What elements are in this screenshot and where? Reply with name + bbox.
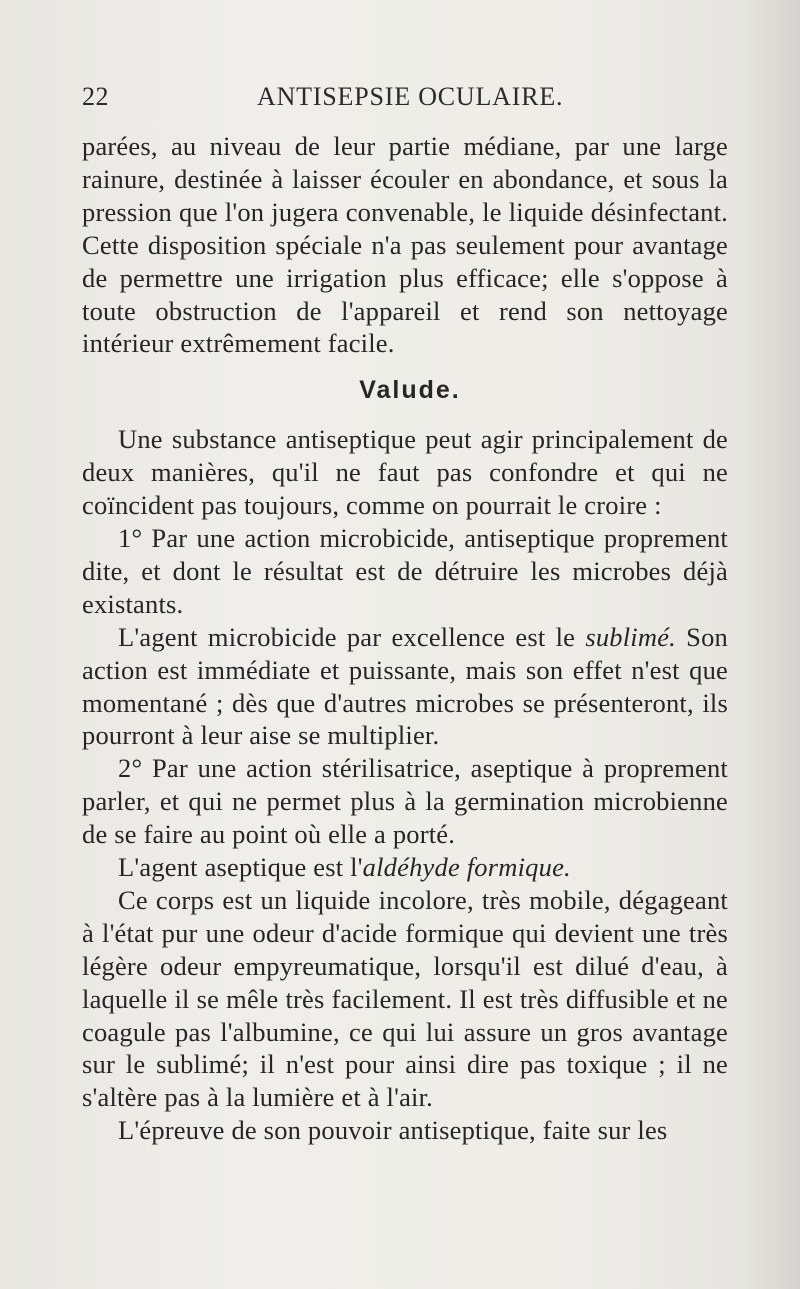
paragraph-aseptic-agent [82,851,728,884]
paragraph-properties: Ce corps est un liquide incolore, très mobile, dégageant à l'état pur une odeur d'acide formique qui devient une très légère odeur empyreumatique, lorsqu'il est dilué d'eau, à laquelle il se mêle très facilement. Il est très diffusible et ne coagule pas l'albumine, ce qui lui assure un gros avantage sur le sublimé; il n'est pour ainsi dire pas toxique ; il ne s'altère pas à la lumière et à l'air. [82,884,728,1113]
page-number: 22 [82,82,109,111]
running-title: ANTISEPSIE OCULAIRE. [257,82,564,111]
page-header [82,82,722,118]
italic-term-aldehyde: aldéhyde formique. [362,852,571,883]
text-segment: Son action est immédiate et puissante, mais son effet n'est que momentané ; dès que d'autres microbes se présenteront, ils pourront à leur aise se multiplier. [82,621,728,751]
page-edge-shadow [740,0,800,1289]
paragraph-final: L'épreuve de son pouvoir antiseptique, faite sur les [118,1115,668,1146]
paragraph-point-one: 1° Par une action microbicide, antiseptique proprement dite, et dont le résultat est de détruire les microbes déjà existants. [82,522,728,619]
paragraph-continuation: parées, au niveau de leur partie médiane, par une large rainure, destinée à laisser écouler en abondance, et sous la pression que l'on jugera convenable, le liquide désinfectant. Cette disposition spéciale n'a pas seulement pour avantage de permettre une irrigation plus efficace; elle s'oppose à toute obstruction de l'appareil et rend son nettoyage intérieur extrêmement facile. [82,131,728,359]
text-segment: L'agent microbicide par excellence est le [118,621,586,652]
paragraph-microbicide-agent [82,621,728,753]
paragraph-intro: Une substance antiseptique peut agir principalement de deux manières, qu'il ne faut pas confondre et qui ne coïncident pas toujours, comme on pourrait le croire : [82,424,728,521]
body-text [82,130,728,1147]
section-heading: Valude. [359,376,461,405]
text-segment: L'agent aseptique est l' [118,852,363,883]
paragraph-point-two: 2° Par une action stérilisatrice, aseptique à proprement parler, et qui ne permet plus à la germination microbienne de se faire au point où elle a porté. [82,753,728,850]
italic-term-sublime: sublimé. [585,621,676,652]
